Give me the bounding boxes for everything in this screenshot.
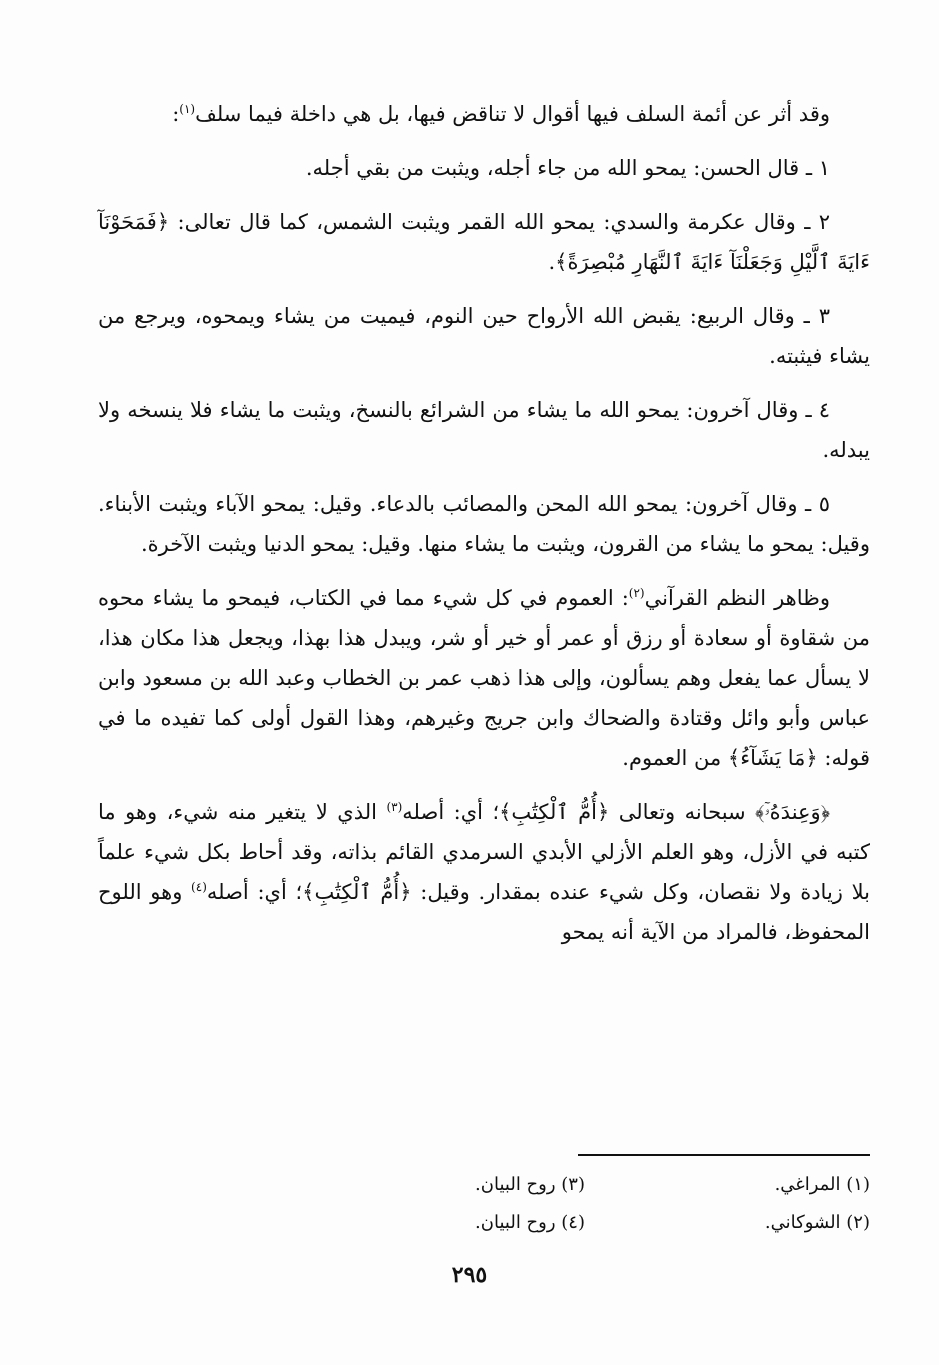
paragraph-item-3 — [98, 296, 870, 376]
footnote-ref-2[interactable]: (٢) — [628, 586, 645, 600]
paragraph-text: وظاهر النظم القرآني — [644, 586, 830, 610]
footnote-row — [300, 1204, 870, 1242]
main-text — [98, 94, 870, 966]
footnote-2: (٢) الشوكاني. — [764, 1212, 870, 1233]
footnote-ref-4[interactable]: (٤) — [191, 880, 207, 894]
page-number: ٢٩٥ — [451, 1262, 488, 1288]
paragraph-text: وقد أثر عن أئمة السلف فيها أقوال لا تناقض فيها، بل هي داخلة فيما سلف — [195, 102, 830, 126]
footnotes — [300, 1166, 870, 1242]
paragraph-text-after: : العموم في كل شيء مما في الكتاب، فيمحو ما يشاء محوه من شقاوة أو سعادة أو رزق أو عمر أو خير أو شر، ويبدل هذا بهذا، ويجعل هذا مكان هذا، لا يسأل عما يفعل وهم يسألون، وإلى هذا ذهب عمر بن الخطاب وعبد الله بن مسعود وابن عباس وأبو وائل وقتادة والضحاك وابن جريج وغيرهم، وهذا القول أولى كما تفيده ما في قوله: — [98, 586, 870, 770]
paragraph-text: ٣ ـ وقال الربيع: يقبض الله الأرواح حين النوم، فيميت من يشاء ويمحوه، ويرجع من يشاء فيثبته. — [98, 304, 870, 368]
paragraph-intro — [98, 94, 870, 134]
paragraph-umm-al-kitab — [98, 792, 870, 952]
footnote-ref-1[interactable]: (١) — [179, 102, 196, 116]
quran-verse: ﴿مَا يَشَآءُ﴾ — [727, 746, 818, 770]
quran-verse: ﴿وَعِندَهُۥٓ﴾ — [755, 800, 830, 824]
quran-verse: ﴿أُمُّ ٱلْكِتَٰبِ﴾ — [302, 880, 412, 904]
paragraph-item-5 — [98, 484, 870, 564]
paragraph-text: ٢ ـ وقال عكرمة والسدي: يمحو الله القمر ويثبت الشمس، كما قال تعالى: — [169, 210, 830, 234]
footnote-3: (٣) روح البيان. — [475, 1174, 585, 1195]
paragraph-text: وهو اللوح المحفوظ، فالمراد من الآية أنه يمحو — [98, 880, 870, 944]
paragraph-item-4 — [98, 390, 870, 470]
paragraph-text: ١ ـ قال الحسن: يمحو الله من جاء أجله، ويثبت من بقي أجله. — [305, 156, 830, 180]
paragraph-text-after: : — [172, 102, 180, 126]
paragraph-text: ؛ أي: أصله — [206, 880, 303, 904]
paragraph-text: سبحانه وتعالى — [609, 800, 756, 824]
paragraph-item-2 — [98, 202, 870, 282]
paragraph-text: الذي لا يتغير منه شيء، وهو ما كتبه في الأزل، وهو العلم الأزلي الأبدي السرمدي القائم بذاته، وقد أحاط بكل شيء علماً بلا زيادة ولا نقصان، وكل شيء عنده بمقدار. وقيل: — [98, 800, 871, 904]
paragraph-text: ؛ أي: أصله — [402, 800, 500, 824]
paragraph-text-after: . — [548, 250, 556, 274]
quran-verse: ﴿فَمَحَوْنَآ ءَايَةَ ٱلَّيْلِ وَجَعَلْنَآ ءَايَةَ ٱلنَّهَارِ مُبْصِرَةً﴾ — [98, 210, 870, 274]
paragraph-text: ٥ ـ وقال آخرون: يمحو الله المحن والمصائب بالدعاء. وقيل: يمحو الآباء ويثبت الأبناء. وقيل: يمحو ما يشاء من القرون، ويثبت ما يشاء منها. وقيل: يمحو الدنيا ويثبت الآخرة. — [98, 492, 870, 556]
paragraph-commentary — [98, 578, 870, 778]
quran-verse: ﴿أُمُّ ٱلْكِتَٰبِ﴾ — [499, 800, 610, 824]
paragraph-item-1 — [98, 148, 870, 188]
footnote-4: (٤) روح البيان. — [475, 1212, 585, 1233]
footnote-ref-3[interactable]: (٣) — [386, 800, 403, 814]
footnote-divider — [578, 1154, 870, 1156]
footnote-1: (١) المراغي. — [774, 1174, 870, 1195]
footnote-row — [300, 1166, 870, 1204]
paragraph-text-end: من العموم. — [622, 746, 728, 770]
paragraph-text: ٤ ـ وقال آخرون: يمحو الله ما يشاء من الشرائع بالنسخ، ويثبت ما يشاء فلا ينسخه ولا يبدله. — [98, 398, 870, 462]
